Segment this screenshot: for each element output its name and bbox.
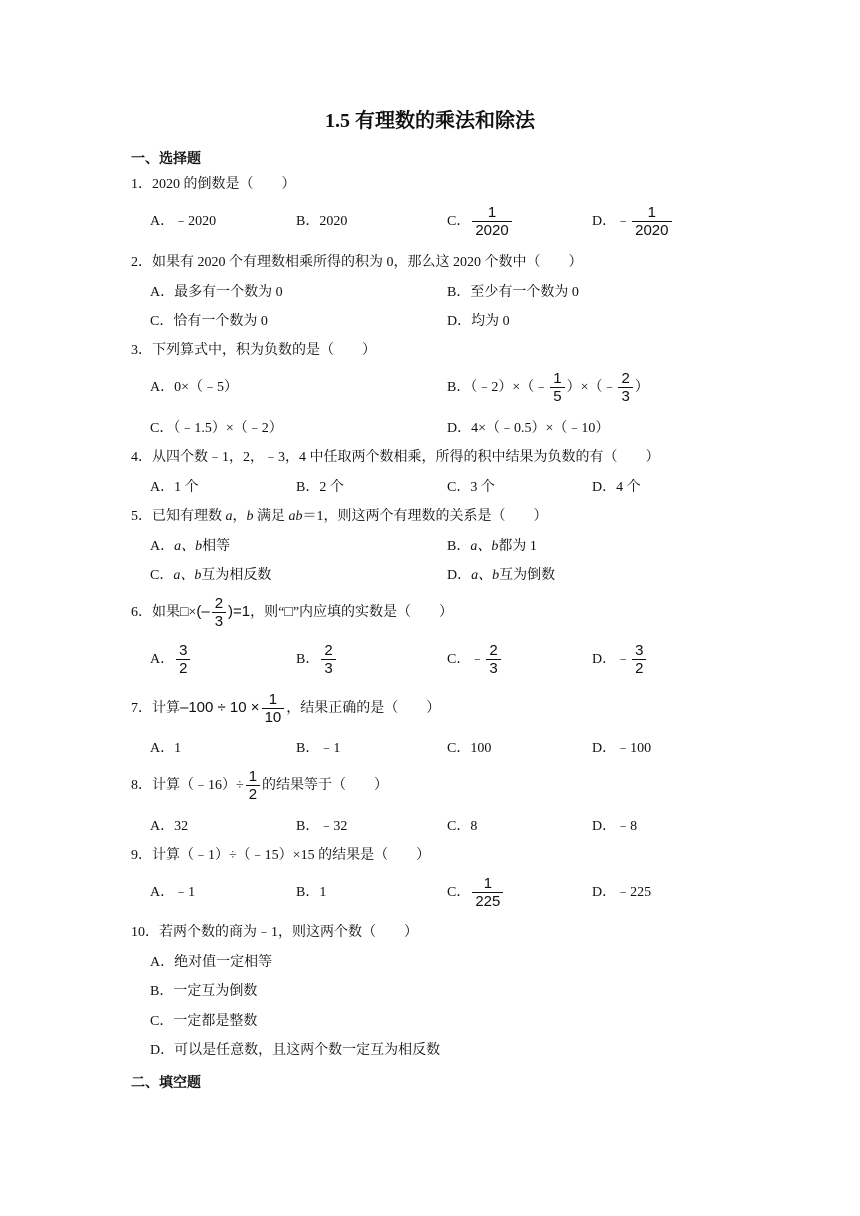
q6-option-a bbox=[150, 643, 192, 677]
fraction-denominator: 3 bbox=[321, 659, 335, 677]
q3-option-b bbox=[447, 371, 649, 405]
q7-option-b: B．﹣1 bbox=[296, 741, 341, 756]
q6-option-c-fraction bbox=[486, 643, 500, 677]
q3-option-d: D．4×（﹣0.5）×（﹣10） bbox=[447, 421, 610, 436]
fraction-numerator: 1 bbox=[483, 875, 493, 892]
q1-option-a: A．﹣2020 bbox=[150, 214, 217, 229]
q5-stem-part2: 满足 bbox=[253, 509, 289, 524]
fraction-denominator: 2 bbox=[246, 785, 260, 803]
q7-option-d: D．﹣100 bbox=[592, 741, 652, 756]
q7-stem-part1: 7．计算 bbox=[131, 701, 180, 717]
q9-option-d: D．﹣225 bbox=[592, 885, 652, 900]
question-6-stem bbox=[131, 596, 453, 630]
question-8-stem bbox=[131, 769, 388, 803]
fraction-numerator: 2 bbox=[214, 595, 224, 612]
q6-option-b-fraction bbox=[321, 643, 335, 677]
q6-option-a-fraction bbox=[176, 643, 190, 677]
fraction-denominator: 225 bbox=[472, 892, 503, 910]
fraction-numerator: 1 bbox=[553, 370, 562, 387]
q5-option-b bbox=[447, 538, 537, 556]
q8-option-d: D．﹣8 bbox=[592, 819, 638, 834]
question-2-stem: 2．如果有 2020 个有理数相乘所得的积为 0，那么这 2020 个数中（ ） bbox=[131, 255, 583, 270]
fraction-denominator: 2 bbox=[176, 659, 190, 677]
q6-stem-part2: ，则“□”内应填的实数是（ ） bbox=[250, 605, 454, 621]
q3-option-b-part1: B．（﹣2）×（﹣ bbox=[447, 380, 549, 396]
q3-option-b-fraction-1 bbox=[550, 371, 564, 405]
q7-stem-part2: ，结果正确的是（ ） bbox=[286, 701, 441, 717]
fraction-denominator: 2 bbox=[632, 659, 646, 677]
q5-option-d bbox=[447, 567, 555, 585]
q7-stem-fraction bbox=[262, 692, 285, 726]
variable-b: b bbox=[246, 509, 254, 524]
q3-option-b-part3: ） bbox=[634, 380, 649, 396]
q6-stem-part1: 6．如果□× bbox=[131, 605, 197, 621]
question-9-stem: 9．计算（﹣1）÷（﹣15）×15 的结果是（ ） bbox=[131, 848, 431, 863]
q4-option-b: B．2 个 bbox=[296, 480, 344, 495]
q1-option-c-label: C． bbox=[447, 214, 471, 230]
q5-option-c-label: C． bbox=[150, 568, 174, 583]
q1-option-c bbox=[447, 205, 514, 239]
q6-paren-open: (– bbox=[196, 603, 210, 621]
q10-option-b: B．一定互为倒数 bbox=[150, 984, 258, 999]
question-7-stem bbox=[131, 692, 440, 726]
q6-option-a-label: A． bbox=[150, 652, 175, 668]
q3-option-c: C．（﹣1.5）×（﹣2） bbox=[150, 421, 283, 436]
q2-option-c: C．恰有一个数为 0 bbox=[150, 314, 268, 329]
question-5-stem bbox=[131, 508, 548, 526]
fraction-denominator: 5 bbox=[550, 387, 564, 405]
q5-option-a-vars: a、b bbox=[174, 539, 203, 554]
q5-stem-part3: ＝1，则这两个有理数的关系是（ ） bbox=[302, 509, 548, 524]
q5-option-d-label: D． bbox=[447, 568, 472, 583]
q3-option-b-fraction-2 bbox=[618, 371, 632, 405]
question-4-stem: 4．从四个数﹣1，2，﹣3，4 中任取两个数相乘，所得的积中结果为负数的有（ ） bbox=[131, 450, 660, 465]
q6-option-c bbox=[447, 643, 503, 677]
q5-option-c bbox=[150, 567, 271, 585]
variable-a: a bbox=[225, 509, 233, 524]
section-choice-heading: 一、选择题 bbox=[131, 152, 201, 167]
q1-option-d bbox=[592, 205, 674, 239]
q9-option-c bbox=[447, 876, 505, 910]
q6-option-b-label: B． bbox=[296, 652, 320, 668]
q6-option-d-label: D．﹣ bbox=[592, 652, 631, 668]
q6-option-d-fraction bbox=[632, 643, 646, 677]
q9-option-c-label: C． bbox=[447, 885, 471, 901]
q5-option-c-text: 互为相反数 bbox=[201, 568, 272, 583]
variable-ab: ab bbox=[288, 509, 303, 524]
fraction-numerator: 3 bbox=[635, 642, 644, 659]
question-1-stem: 1．2020 的倒数是（ ） bbox=[131, 177, 296, 192]
q5-option-b-text: 都为 1 bbox=[498, 539, 537, 554]
question-10-stem: 10．若两个数的商为﹣1，则这两个数（ ） bbox=[131, 925, 418, 940]
fraction-denominator: 10 bbox=[262, 708, 285, 726]
section-fill-heading: 二、填空题 bbox=[131, 1076, 201, 1091]
q3-option-a: A．0×（﹣5） bbox=[150, 380, 239, 395]
q5-option-d-text: 互为倒数 bbox=[499, 568, 556, 583]
fraction-denominator: 3 bbox=[212, 612, 226, 630]
q2-option-a: A．最多有一个数为 0 bbox=[150, 285, 283, 300]
q5-stem-part1: 5．已知有理数 bbox=[131, 509, 226, 524]
q9-option-b: B．1 bbox=[296, 885, 327, 900]
q5-option-b-vars: a、b bbox=[470, 539, 499, 554]
q4-option-a: A．1 个 bbox=[150, 480, 199, 495]
q10-option-a: A．绝对值一定相等 bbox=[150, 955, 273, 970]
q8-stem-part1: 8．计算（﹣16）÷ bbox=[131, 778, 244, 794]
q8-stem-part2: 的结果等于（ ） bbox=[262, 778, 389, 794]
q7-expression: –100 ÷ 10 × bbox=[180, 699, 260, 717]
fraction-numerator: 2 bbox=[324, 642, 333, 659]
q8-option-a: A．32 bbox=[150, 819, 189, 834]
q6-option-c-label: C．﹣ bbox=[447, 652, 485, 668]
q1-option-c-fraction bbox=[472, 205, 511, 239]
q1-option-b: B．2020 bbox=[296, 214, 348, 229]
q5-stem-comma: ， bbox=[232, 509, 247, 524]
q5-option-b-label: B． bbox=[447, 539, 471, 554]
q2-option-d: D．均为 0 bbox=[447, 314, 510, 329]
fraction-denominator: 2020 bbox=[472, 221, 511, 239]
q6-stem-fraction bbox=[212, 596, 226, 630]
q6-option-b bbox=[296, 643, 338, 677]
fraction-denominator: 2020 bbox=[632, 221, 671, 239]
q5-option-a-text: 相等 bbox=[202, 539, 231, 554]
q7-option-c: C．100 bbox=[447, 741, 492, 756]
q6-paren-close: )=1 bbox=[228, 603, 251, 621]
question-3-stem: 3．下列算式中，积为负数的是（ ） bbox=[131, 343, 376, 358]
q8-option-b: B．﹣32 bbox=[296, 819, 348, 834]
q8-stem-fraction bbox=[246, 769, 260, 803]
q10-option-d: D．可以是任意数，且这两个数一定互为相反数 bbox=[150, 1043, 441, 1058]
q3-option-b-part2: ）×（﹣ bbox=[566, 380, 617, 396]
q5-option-c-vars: a、b bbox=[173, 568, 202, 583]
fraction-denominator: 3 bbox=[618, 387, 632, 405]
fraction-numerator: 1 bbox=[248, 768, 258, 785]
q1-option-d-label: D．﹣ bbox=[592, 214, 631, 230]
fraction-numerator: 1 bbox=[268, 691, 278, 708]
q4-option-c: C．3 个 bbox=[447, 480, 495, 495]
q9-option-a: A．﹣1 bbox=[150, 885, 196, 900]
q4-option-d: D．4 个 bbox=[592, 480, 641, 495]
q9-option-c-fraction bbox=[472, 876, 503, 910]
q6-option-d bbox=[592, 643, 648, 677]
q8-option-c: C．8 bbox=[447, 819, 478, 834]
q5-option-d-vars: a、b bbox=[471, 568, 500, 583]
q1-option-d-fraction bbox=[632, 205, 671, 239]
q10-option-c: C．一定都是整数 bbox=[150, 1014, 258, 1029]
fraction-numerator: 1 bbox=[647, 204, 656, 221]
q2-option-b: B．至少有一个数为 0 bbox=[447, 285, 579, 300]
q5-option-a bbox=[150, 538, 230, 556]
fraction-numerator: 2 bbox=[489, 642, 498, 659]
q7-option-a: A．1 bbox=[150, 741, 182, 756]
page-title: 1.5 有理数的乘法和除法 bbox=[325, 110, 535, 132]
fraction-numerator: 1 bbox=[487, 204, 497, 221]
fraction-numerator: 3 bbox=[179, 642, 188, 659]
fraction-denominator: 3 bbox=[486, 659, 500, 677]
q5-option-a-label: A． bbox=[150, 539, 175, 554]
fraction-numerator: 2 bbox=[621, 370, 630, 387]
